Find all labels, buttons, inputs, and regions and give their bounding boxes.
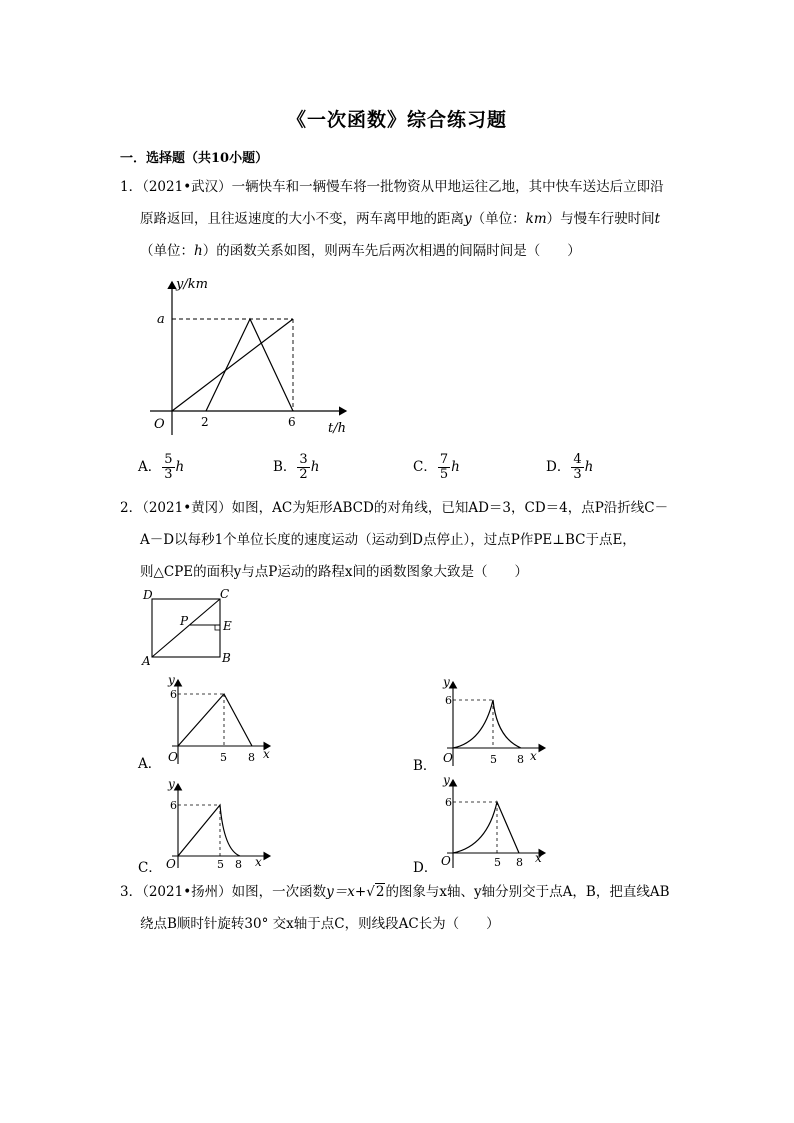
point-d: D bbox=[143, 588, 153, 602]
rectangle-figure bbox=[140, 585, 250, 667]
unit-km: km bbox=[525, 211, 547, 227]
point-e: E bbox=[223, 619, 232, 633]
x-label: x bbox=[255, 855, 262, 869]
question-1 bbox=[120, 171, 680, 267]
denominator: 3 bbox=[164, 467, 173, 482]
option-d-label[interactable]: D． bbox=[413, 860, 438, 876]
unit: h bbox=[175, 459, 185, 475]
point-c: C bbox=[220, 587, 230, 601]
variable-t: t bbox=[654, 211, 661, 227]
fast-car-line bbox=[206, 319, 293, 411]
x-label: x bbox=[535, 851, 542, 865]
graph-option-b[interactable] bbox=[435, 674, 555, 770]
question-text: 一辆快车和一辆慢车将一批物资从甲地运往乙地，其中快车送达后立即沿 bbox=[231, 179, 664, 195]
tick-5: 5 bbox=[490, 753, 497, 766]
graph-option-c[interactable] bbox=[160, 776, 280, 872]
fraction bbox=[162, 453, 174, 482]
question-2 bbox=[120, 492, 680, 588]
numerator: 7 bbox=[439, 452, 449, 467]
fraction bbox=[571, 453, 583, 482]
unit: h bbox=[310, 459, 320, 475]
question-source: （2021•武汉） bbox=[142, 179, 232, 195]
denominator: 3 bbox=[573, 467, 582, 482]
option-d[interactable] bbox=[546, 453, 593, 482]
question-text: ）的函数关系如图，则两车先后两次相遇的间隔时间是（ ） bbox=[202, 243, 581, 259]
origin: O bbox=[443, 751, 453, 765]
option-c[interactable] bbox=[413, 453, 460, 482]
question-source: （2021•扬州） bbox=[142, 884, 232, 900]
x-label: x bbox=[263, 747, 270, 761]
question-text: 原路返回，且往返速度的大小不变，两车离甲地的距离 bbox=[140, 211, 464, 227]
unit: h bbox=[451, 459, 460, 475]
option-label: C． bbox=[413, 459, 437, 475]
tick-8: 8 bbox=[517, 753, 524, 766]
question-text: 的图象与x轴、y轴分别交于点A，B，把直线AB bbox=[385, 884, 670, 900]
x-label: x bbox=[530, 749, 537, 763]
tick-2: 2 bbox=[201, 415, 209, 429]
label-a: a bbox=[157, 312, 165, 327]
tick-8: 8 bbox=[516, 856, 523, 869]
question-text: 则△CPE的面积y与点P运动的路程x间的函数图象大致是（ ） bbox=[140, 564, 528, 580]
question-text: （单位： bbox=[140, 243, 194, 259]
question-text: 绕点B顺时针旋转30° 交x轴于点C，则线段AC长为（ ） bbox=[140, 916, 500, 932]
question-number: 1． bbox=[120, 179, 143, 195]
point-b: B bbox=[222, 651, 231, 665]
numerator: 5 bbox=[164, 452, 173, 467]
curve bbox=[453, 802, 519, 853]
unit-h: h bbox=[194, 243, 203, 259]
question-number: 3． bbox=[120, 884, 143, 900]
option-label: B． bbox=[273, 459, 297, 475]
option-a[interactable] bbox=[138, 453, 184, 482]
question-text: （单位： bbox=[471, 211, 526, 227]
page-title: 《一次函数》综合练习题 bbox=[286, 109, 507, 131]
option-b[interactable] bbox=[273, 453, 319, 482]
question-text: 如图，AC为矩形ABCD的对角线，已知AD＝3，CD＝4，点P沿折线C－ bbox=[231, 500, 669, 516]
option-b-label[interactable]: B． bbox=[413, 758, 437, 774]
question-text: 如图，一次函数 bbox=[231, 884, 327, 900]
curve bbox=[453, 700, 521, 748]
origin: O bbox=[166, 857, 176, 871]
y-label: y bbox=[443, 675, 450, 689]
x-axis-label: t/h bbox=[328, 421, 346, 436]
point-p: P bbox=[180, 614, 189, 628]
q1-graph bbox=[140, 270, 370, 440]
y-axis-label: y/km bbox=[176, 277, 208, 292]
y-label: y bbox=[168, 777, 175, 791]
y-label: y bbox=[443, 773, 450, 787]
question-number: 2． bbox=[120, 500, 143, 516]
tick-5: 5 bbox=[220, 751, 227, 764]
option-label: A． bbox=[138, 459, 162, 475]
tick-8: 8 bbox=[235, 858, 242, 871]
tick-6: 6 bbox=[445, 694, 452, 707]
option-c-label[interactable]: C． bbox=[138, 860, 162, 876]
y-label: y bbox=[168, 673, 175, 687]
curve bbox=[178, 694, 252, 746]
graph-option-a[interactable] bbox=[160, 672, 280, 768]
sqrt-value: 2 bbox=[375, 884, 385, 900]
tick-5: 5 bbox=[494, 856, 501, 869]
fraction bbox=[438, 453, 450, 482]
denominator: 5 bbox=[439, 467, 449, 482]
tick-5: 5 bbox=[217, 858, 224, 871]
function-expression: y＝x+ bbox=[326, 884, 367, 900]
origin-label: O bbox=[154, 417, 165, 432]
point-a: A bbox=[142, 654, 151, 667]
denominator: 2 bbox=[299, 467, 308, 482]
graph-option-d[interactable] bbox=[435, 772, 555, 872]
right-angle-mark bbox=[215, 625, 220, 630]
origin: O bbox=[168, 750, 178, 764]
diagonal-ac bbox=[152, 599, 220, 657]
question-3: 3．（2021•扬州）如图，一次函数y＝x+√2的图象与x轴、y轴分别交于点A，B，把直线AB 绕点B顺时针旋转30° 交x轴于点C，则线段AC长为（ ） bbox=[120, 876, 680, 940]
origin: O bbox=[441, 854, 451, 868]
tick-6: 6 bbox=[288, 415, 296, 429]
option-a-label[interactable]: A． bbox=[138, 756, 162, 772]
option-label: D． bbox=[546, 459, 571, 475]
tick-8: 8 bbox=[248, 751, 255, 764]
question-text: ）与慢车行驶时间 bbox=[546, 211, 655, 227]
variable-y: y bbox=[464, 211, 472, 227]
tick-6: 6 bbox=[445, 796, 452, 809]
fraction bbox=[297, 453, 309, 482]
question-source: （2021•黄冈） bbox=[142, 500, 232, 516]
curve bbox=[178, 805, 240, 856]
tick-6: 6 bbox=[170, 688, 177, 701]
numerator: 4 bbox=[573, 452, 582, 467]
question-text: A－D以每秒1个单位长度的速度运动（运动到D点停止），过点P作PE⊥BC于点E， bbox=[140, 532, 636, 548]
unit: h bbox=[584, 459, 594, 475]
section-heading: 一．选择题（共10小题） bbox=[120, 151, 269, 166]
slow-car-line bbox=[172, 319, 293, 411]
tick-6: 6 bbox=[170, 799, 177, 812]
numerator: 3 bbox=[299, 452, 308, 467]
